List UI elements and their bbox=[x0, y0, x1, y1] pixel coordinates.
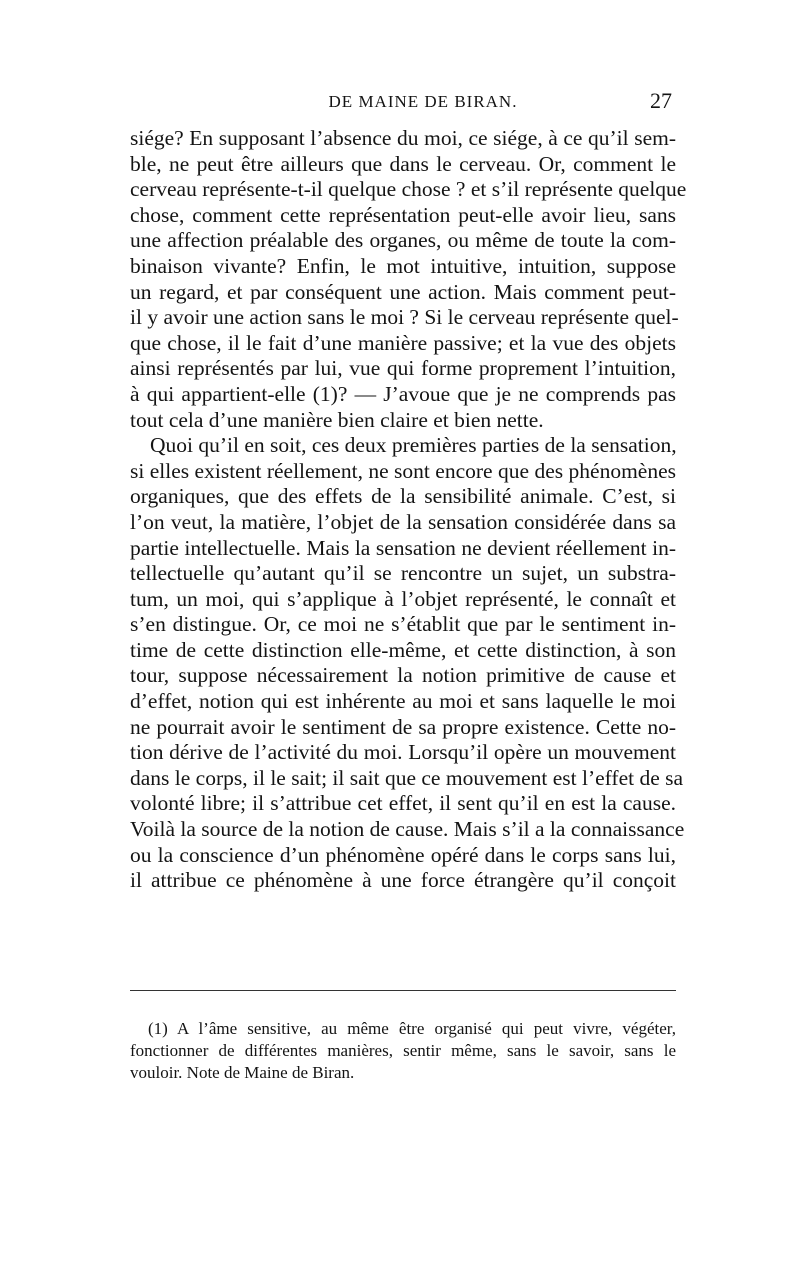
text-line: ainsi représentés par lui, vue qui forme proprement l’intuition, bbox=[130, 356, 676, 381]
text-line: s’en distingue. Or, ce moi ne s’établit que par le sentiment in- bbox=[130, 612, 676, 637]
text-line: à qui appartient-elle (1)? — J’avoue que je ne comprends pas bbox=[130, 381, 676, 406]
text-line: il attribue ce phénomène à une force étrangère qu’il conçoit bbox=[130, 868, 676, 893]
main-text bbox=[130, 126, 687, 894]
text-line: si elles existent réellement, ne sont encore que des phénomènes bbox=[130, 458, 676, 483]
page-number: 27 bbox=[650, 88, 672, 113]
footnote-divider bbox=[130, 990, 676, 991]
text-line: binaison vivante? Enfin, le mot intuitive, intuition, suppose bbox=[130, 253, 676, 278]
text-line: il y avoir une action sans le moi ? Si le cerveau représente quel- bbox=[130, 305, 679, 330]
text-line: tellectuelle qu’autant qu’il se rencontre un sujet, un substra- bbox=[130, 561, 676, 586]
paragraph-end-line: tout cela d’une manière bien claire et bien nette. bbox=[130, 407, 544, 432]
footnote-line: (1) A l’âme sensitive, au même être organisé qui peut vivre, végéter, bbox=[148, 1019, 676, 1038]
text-line: une affection préalable des organes, ou même de toute la com- bbox=[130, 228, 676, 253]
text-line: tion dérive de l’activité du moi. Lorsqu’il opère un mouvement bbox=[130, 740, 676, 765]
text-line: volonté libre; il s’attribue cet effet, il sent qu’il en est la cause. bbox=[130, 791, 676, 816]
text-line: l’on veut, la matière, l’objet de la sensation considérée dans sa bbox=[130, 509, 676, 534]
footnote-line: vouloir. Note de Maine de Biran. bbox=[130, 1063, 355, 1082]
footnote-line: fonctionner de différentes manières, sentir même, sans le savoir, sans le bbox=[130, 1041, 676, 1060]
text-line: siége? En supposant l’absence du moi, ce siége, à ce qu’il sem- bbox=[130, 126, 676, 150]
text-line: cerveau représente-t-il quelque chose ? et s’il représente quelque bbox=[130, 177, 687, 202]
text-line: d’effet, notion qui est inhérente au moi et sans laquelle le moi bbox=[130, 689, 676, 714]
text-line: ble, ne peut être ailleurs que dans le cerveau. Or, comment le bbox=[130, 151, 676, 176]
text-line: un regard, et par conséquent une action. Mais comment peut- bbox=[130, 279, 676, 304]
text-line: ne pourrait avoir le sentiment de sa propre existence. Cette no- bbox=[130, 714, 676, 739]
text-line: ou la conscience d’un phénomène opéré dans le corps sans lui, bbox=[130, 842, 676, 867]
text-line: chose, comment cette représentation peut-elle avoir lieu, sans bbox=[130, 202, 676, 227]
paragraph-start-line: Quoi qu’il en soit, ces deux premières parties de la sensation, bbox=[150, 433, 677, 458]
text-line: Voilà la source de la notion de cause. Mais s’il a la connaissance bbox=[130, 817, 685, 842]
footnote bbox=[130, 1018, 676, 1084]
page-header bbox=[130, 88, 676, 122]
text-line: tour, suppose nécessairement la notion primitive de cause et bbox=[130, 663, 676, 688]
running-head: DE MAINE DE BIRAN. bbox=[328, 92, 518, 111]
text-line: que chose, il le fait d’une manière passive; et la vue des objets bbox=[130, 330, 676, 355]
text-line: dans le corps, il le sait; il sait que ce mouvement est l’effet de sa bbox=[130, 765, 684, 790]
text-line: partie intellectuelle. Mais la sensation ne devient réellement in- bbox=[130, 535, 676, 560]
text-line: tum, un moi, qui s’applique à l’objet représenté, le connaît et bbox=[130, 586, 676, 611]
text-line: organiques, que des effets de la sensibilité animale. C’est, si bbox=[130, 484, 676, 509]
text-line: time de cette distinction elle-même, et cette distinction, à son bbox=[130, 637, 676, 662]
